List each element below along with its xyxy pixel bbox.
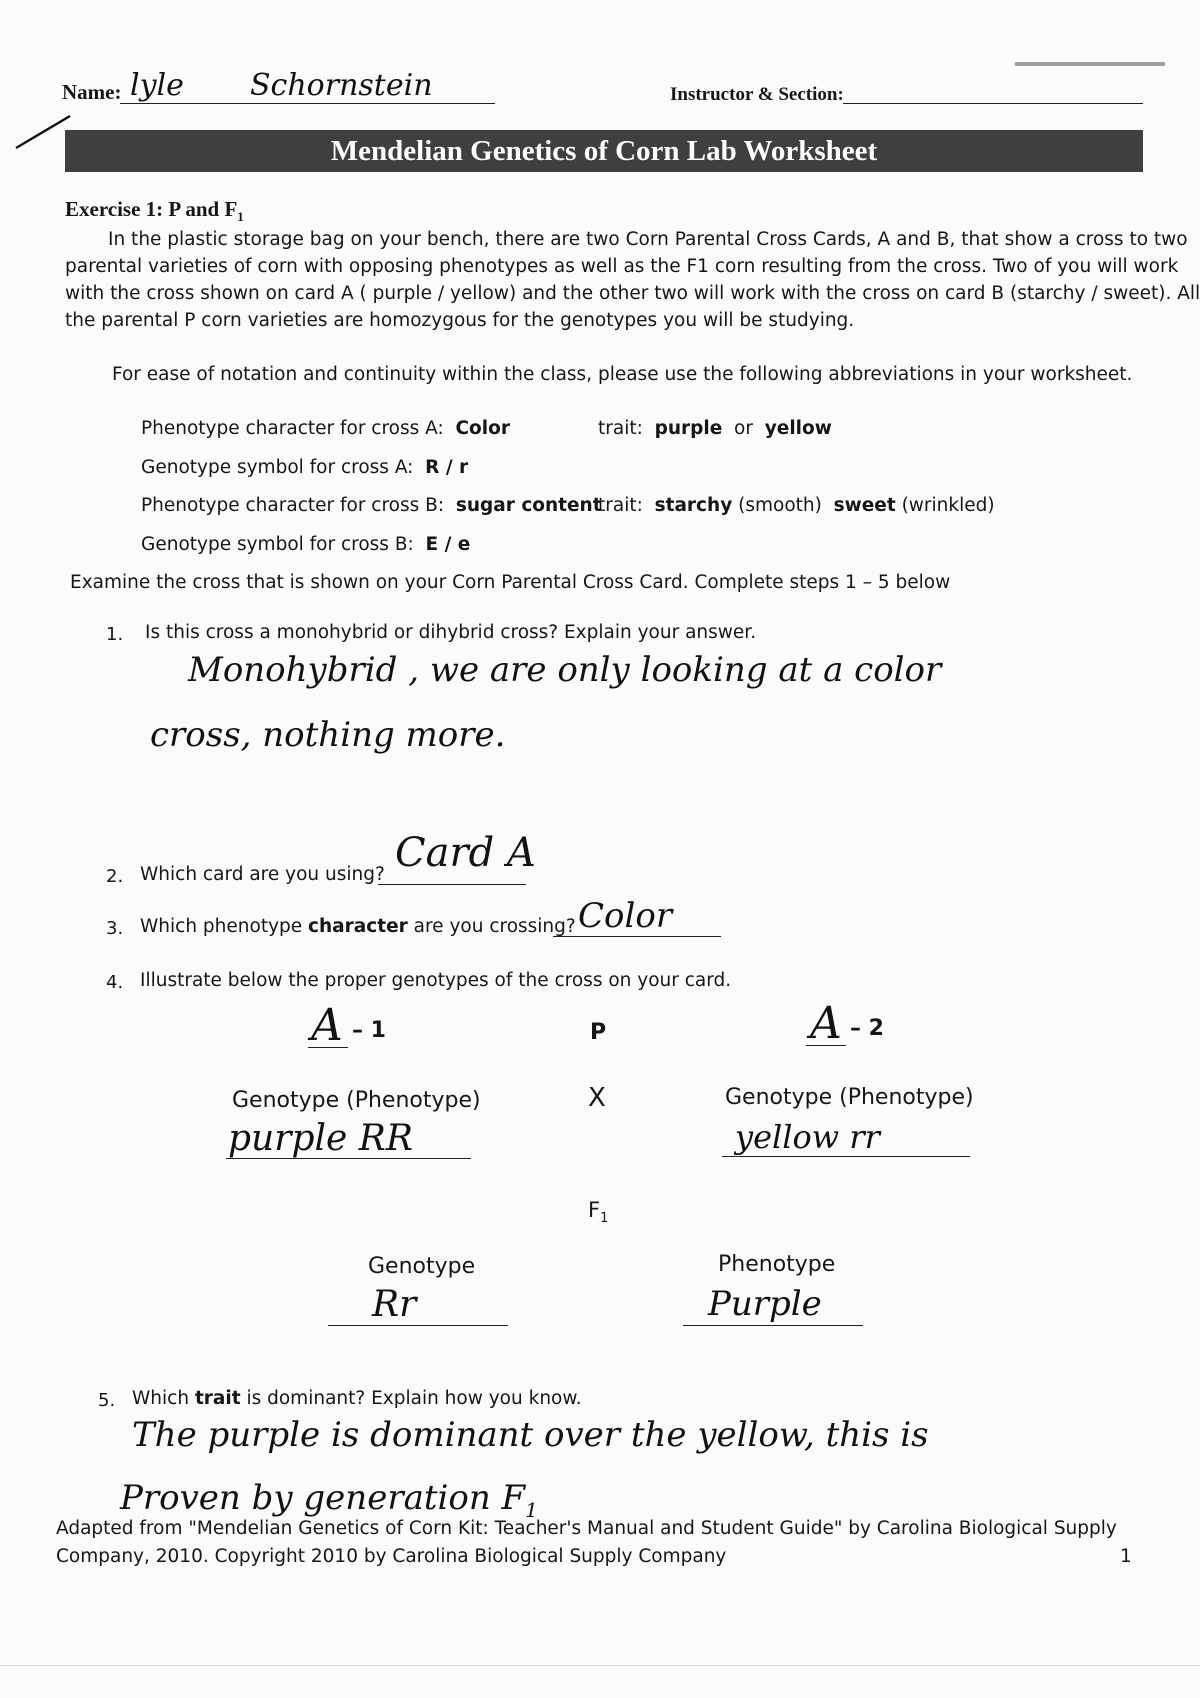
right-genotype-phenotype-label: Genotype (Phenotype) <box>725 1085 974 1110</box>
exercise-title-subscript: 1 <box>237 209 244 225</box>
name-value-last: Schornstein <box>250 68 433 103</box>
intro-line-4: the parental P corn varieties are homozygous for the genotypes you will be studying. <box>65 310 855 331</box>
q3-answer: Color <box>578 896 673 936</box>
right-parent-card-letter: A <box>810 998 842 1049</box>
q5-text-after: is dominant? Explain how you know. <box>240 1388 582 1409</box>
cross-a-symbol-value: R / r <box>425 457 469 478</box>
q2-text: Which card are you using? <box>140 864 385 885</box>
cross-b-trait-row <box>598 492 995 519</box>
q1-number: 1. <box>106 624 124 645</box>
f1-phenotype-underline <box>683 1325 863 1326</box>
instructor-label: Instructor & Section: <box>670 84 844 105</box>
cross-a-trait-or: or <box>734 418 753 439</box>
q2-answer: Card A <box>395 830 536 876</box>
right-parent-answer: yellow rr <box>735 1118 880 1156</box>
q3-number: 3. <box>106 918 124 939</box>
cross-a-character-row <box>141 415 510 442</box>
cross-a-character-label: Phenotype character for cross A: <box>141 418 444 439</box>
q5-number: 5. <box>98 1390 116 1411</box>
cross-b-trait-1-note: (smooth) <box>738 495 822 516</box>
intro-line-1: In the plastic storage bag on your bench, there are two Corn Parental Cross Cards, A and B, that show a cross to two <box>108 229 1188 250</box>
p-generation-label: P <box>590 1020 607 1045</box>
examine-instructions: Examine the cross that is shown on your Corn Parental Cross Card. Complete steps 1 – 5 below <box>70 572 951 593</box>
f1-genotype-underline <box>328 1325 508 1326</box>
cross-b-trait-2-note: (wrinkled) <box>901 495 995 516</box>
left-parent-answer-underline <box>226 1158 471 1159</box>
q3-text-after: are you crossing? <box>407 916 576 937</box>
f1-genotype-label: Genotype <box>368 1254 476 1279</box>
q5-answer-line-2 <box>120 1478 538 1522</box>
instructor-underline <box>843 103 1143 104</box>
q2-answer-underline <box>378 884 526 885</box>
cross-b-trait-label: trait: <box>598 495 643 516</box>
footer-citation-line-1: Adapted from "Mendelian Genetics of Corn Kit: Teacher's Manual and Student Guide" by Carolina Biological Supply <box>56 1518 1117 1539</box>
scan-bottom-edge <box>0 1665 1200 1666</box>
cross-b-character-label: Phenotype character for cross B: <box>141 495 445 516</box>
q5-answer-subscript: 1 <box>525 1497 538 1522</box>
left-genotype-phenotype-label: Genotype (Phenotype) <box>232 1088 481 1113</box>
notation-intro: For ease of notation and continuity within the class, please use the following abbreviations in your worksheet. <box>112 364 1133 385</box>
f1-phenotype-label: Phenotype <box>718 1252 836 1277</box>
name-value-first: lyle <box>130 68 184 103</box>
q5-text <box>132 1388 582 1409</box>
q5-answer-line-1: The purple is dominant over the yellow, this is <box>132 1415 929 1455</box>
cross-a-symbol-row <box>141 454 468 481</box>
footer-citation-line-2: Company, 2010. Copyright 2010 by Carolina Biological Supply Company <box>56 1546 727 1567</box>
cross-a-trait-1: purple <box>654 418 723 439</box>
cross-b-trait-2: sweet <box>833 495 896 516</box>
left-parent-underline <box>308 1047 348 1048</box>
q5-answer-line-2-text: Proven by generation F <box>120 1478 526 1518</box>
q3-text-before: Which phenotype <box>140 916 309 937</box>
q5-text-bold: trait <box>194 1388 241 1409</box>
f1-phenotype-answer: Purple <box>708 1284 822 1324</box>
left-parent-suffix: – 1 <box>352 1018 386 1043</box>
scan-edge-mark <box>1015 62 1165 66</box>
f1-label-subscript: 1 <box>600 1211 609 1227</box>
intro-line-3: with the cross shown on card A ( purple / yellow) and the other two will work with the cross on card B (starchy / sweet). All <box>65 283 1200 304</box>
q4-text: Illustrate below the proper genotypes of the cross on your card. <box>140 970 732 991</box>
q1-answer-line-2: cross, nothing more. <box>150 715 506 755</box>
worksheet-title: Mendelian Genetics of Corn Lab Worksheet <box>330 135 878 167</box>
q3-text <box>140 916 576 937</box>
cross-b-symbol-row <box>141 531 470 558</box>
q1-answer-line-1: Monohybrid , we are only looking at a color <box>188 650 942 690</box>
cross-a-trait-label: trait: <box>598 418 643 439</box>
q3-text-bold: character <box>308 916 408 937</box>
left-parent-card-letter: A <box>311 1000 343 1051</box>
q5-text-before: Which <box>132 1388 195 1409</box>
name-label: Name: <box>62 80 122 104</box>
exercise-title-text: Exercise 1: P and F <box>65 197 238 221</box>
cross-b-symbol-label: Genotype symbol for cross B: <box>141 534 414 555</box>
cross-b-character-row <box>141 492 602 519</box>
intro-line-2: parental varieties of corn with opposing phenotypes as well as the F1 corn resulting from the cross. Two of you will work <box>65 256 1179 277</box>
right-parent-underline <box>806 1045 846 1046</box>
f1-genotype-answer: Rr <box>372 1284 417 1325</box>
right-parent-suffix: – 2 <box>850 1016 884 1041</box>
right-parent-answer-underline <box>722 1156 970 1157</box>
cross-b-symbol-value: E / e <box>425 534 471 555</box>
cross-b-character-value: sugar content <box>455 495 602 516</box>
cross-a-character-value: Color <box>455 418 510 439</box>
cross-a-trait-2: yellow <box>764 418 832 439</box>
cross-a-trait-row <box>598 415 832 442</box>
q4-number: 4. <box>106 972 124 993</box>
q3-answer-underline <box>553 936 721 937</box>
cross-a-symbol-label: Genotype symbol for cross A: <box>141 457 414 478</box>
name-underline <box>120 103 495 104</box>
left-parent-answer: purple RR <box>228 1118 413 1159</box>
cross-x-symbol: X <box>588 1083 606 1113</box>
cross-b-trait-1: starchy <box>654 495 733 516</box>
exercise-title <box>65 197 244 225</box>
f1-generation-label <box>588 1198 608 1226</box>
title-banner <box>65 130 1143 172</box>
f1-label-letter: F <box>588 1198 601 1222</box>
page-number: 1 <box>1120 1546 1132 1567</box>
q2-number: 2. <box>106 866 124 887</box>
q1-text: Is this cross a monohybrid or dihybrid cross? Explain your answer. <box>145 622 757 643</box>
